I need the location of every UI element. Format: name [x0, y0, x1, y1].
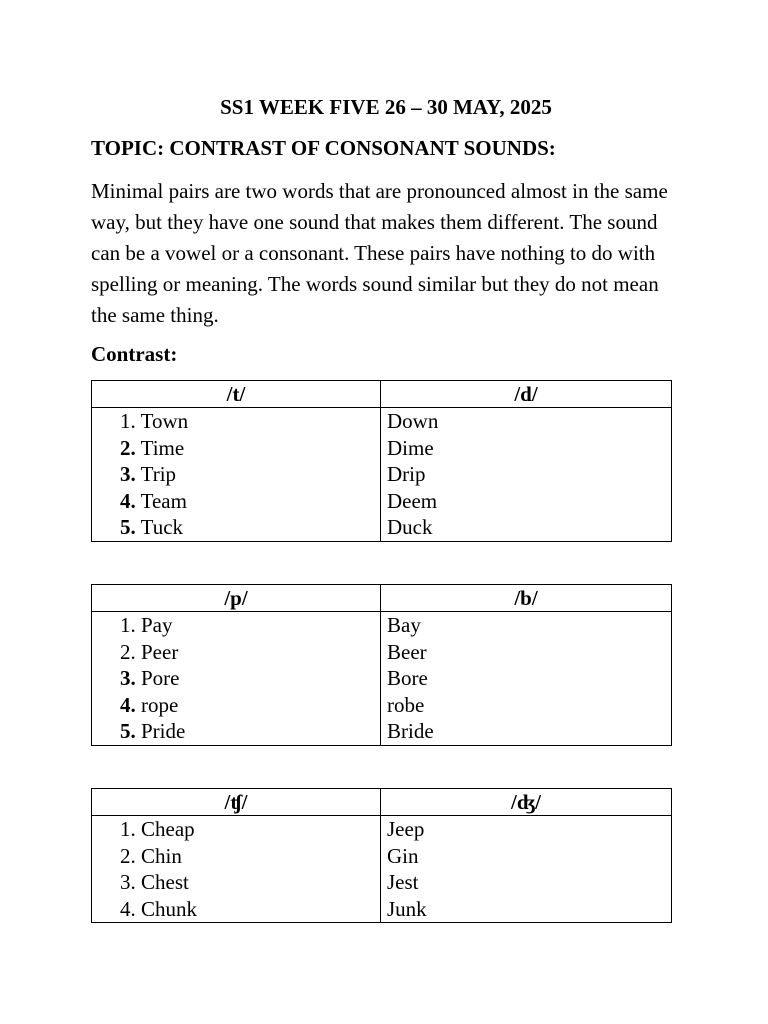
right-words-cell [381, 816, 672, 923]
right-word-item: Jest [387, 870, 419, 895]
list-number: 4. [120, 896, 136, 921]
left-word-item [120, 514, 380, 541]
list-number: 3. [120, 870, 136, 895]
right-word-item: Beer [387, 639, 427, 664]
table-header-row [92, 585, 672, 612]
list-number: 2. [120, 639, 136, 664]
list-number: 2. [120, 435, 136, 460]
intro-paragraph: Minimal pairs are two words that are pronounced almost in the same way, but they have one sound that makes them different. The sound can be a vowel or a consonant. These pairs have nothing to do with spelling or meaning. The words sound similar but they do not mean the same thing. [91, 179, 668, 327]
right-word-item: Deem [387, 488, 438, 513]
list-number: 4. [120, 692, 136, 717]
right-word-item: Bore [387, 666, 428, 691]
table-header-right: /b/ [381, 585, 672, 612]
left-word-item [120, 843, 380, 870]
right-word-item: Duck [387, 515, 433, 540]
left-words-cell [92, 612, 381, 746]
right-word-item: Bride [387, 719, 434, 744]
document-title: SS1 WEEK FIVE 26 – 30 MAY, 2025 [220, 95, 552, 119]
word-text: Town [140, 409, 189, 433]
topic-heading: TOPIC: CONTRAST OF CONSONANT SOUNDS: [91, 136, 556, 160]
right-word-item: Jeep [387, 817, 425, 841]
right-word-item: Down [387, 409, 439, 433]
contrast-label: Contrast: [91, 342, 178, 366]
word-text: Peer [141, 639, 179, 664]
right-word-item: Junk [387, 896, 427, 921]
table-header-left: /t/ [92, 381, 381, 408]
left-word-item [120, 896, 380, 923]
right-word-item: Drip [387, 462, 426, 487]
word-text: Tuck [140, 515, 184, 540]
list-number: 3. [120, 666, 136, 691]
left-word-item [120, 435, 380, 462]
list-number: 3. [120, 462, 136, 487]
right-words-cell [381, 408, 672, 542]
word-text: Chest [141, 870, 189, 895]
word-text: Cheap [141, 817, 195, 841]
left-word-item [120, 665, 380, 692]
minimal-pairs-table-ch-j [91, 788, 672, 923]
right-words-cell [381, 612, 672, 746]
table-header-right: /ʤ/ [381, 789, 672, 816]
list-number: 1. [120, 613, 136, 637]
table-row [92, 612, 672, 746]
left-word-item [120, 488, 380, 515]
table-header-left: /p/ [92, 585, 381, 612]
table-header-right: /d/ [381, 381, 672, 408]
left-word-item [120, 718, 380, 745]
minimal-pairs-table-p-b [91, 584, 672, 746]
word-text: rope [141, 692, 179, 717]
right-word-item: Dime [387, 435, 434, 460]
left-word-item [120, 692, 380, 719]
right-word-item: robe [387, 692, 425, 717]
minimal-pairs-table-t-d [91, 380, 672, 542]
left-word-item [120, 639, 380, 666]
list-number: 2. [120, 843, 136, 868]
word-text: Trip [140, 462, 177, 487]
word-text: Pay [141, 613, 173, 637]
word-text: Chin [141, 843, 182, 868]
list-number: 4. [120, 488, 136, 513]
table-row [92, 408, 672, 542]
word-text: Pore [141, 666, 180, 691]
left-word-item [120, 461, 380, 488]
table-row [92, 816, 672, 923]
right-word-item: Bay [387, 613, 421, 637]
word-text: Pride [141, 719, 186, 744]
left-words-cell [92, 816, 381, 923]
left-words-cell [92, 408, 381, 542]
left-word-item [120, 612, 380, 639]
word-text: Team [140, 488, 187, 513]
list-number: 1. [120, 409, 136, 433]
table-header-row [92, 381, 672, 408]
left-word-item [120, 816, 380, 843]
table-header-left: /ʧ/ [92, 789, 381, 816]
left-word-item [120, 869, 380, 896]
table-header-row [92, 789, 672, 816]
list-number: 5. [120, 719, 136, 744]
word-text: Chunk [141, 896, 198, 921]
right-word-item: Gin [387, 843, 419, 868]
list-number: 5. [120, 515, 136, 540]
left-word-item [120, 408, 380, 435]
word-text: Time [140, 435, 185, 460]
list-number: 1. [120, 817, 136, 841]
